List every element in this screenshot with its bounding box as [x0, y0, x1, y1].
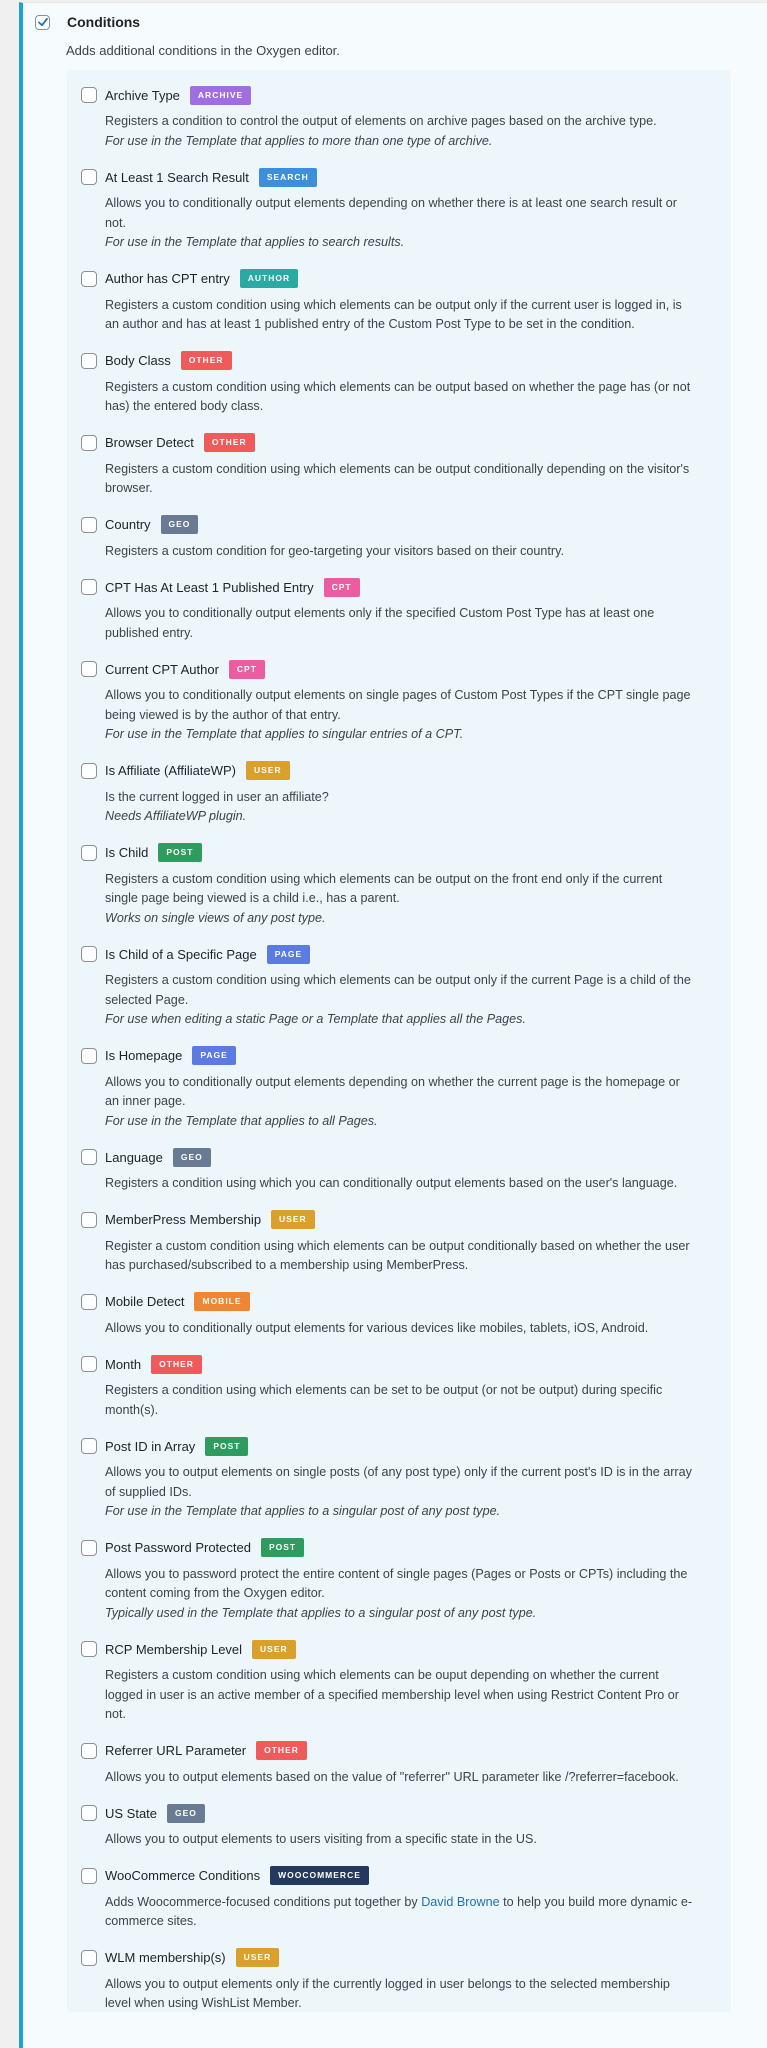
- category-badge: CPT: [324, 578, 360, 597]
- condition-row: [81, 1291, 717, 1313]
- description-text: Allows you to conditionally output elements only if the specified Custom Post Type has at least one published entry.: [105, 606, 655, 640]
- condition-checkbox[interactable]: [81, 1294, 97, 1310]
- category-badge: SEARCH: [259, 168, 317, 187]
- condition-checkbox[interactable]: [81, 1356, 97, 1372]
- description-note: For use in the Template that applies to singular entries of a CPT.: [105, 727, 464, 741]
- condition-checkbox[interactable]: [81, 169, 97, 185]
- condition-checkbox[interactable]: [81, 87, 97, 103]
- category-badge: POST: [261, 1538, 304, 1557]
- category-badge: MOBILE: [194, 1292, 249, 1311]
- condition-row: [81, 658, 717, 680]
- category-badge: CPT: [229, 660, 265, 679]
- condition-item: [81, 576, 717, 643]
- condition-item: [81, 1291, 717, 1339]
- description-text: Allows you to conditionally output elements depending on whether there is at least one search result or not.: [105, 196, 677, 230]
- condition-item: [81, 514, 717, 562]
- category-badge: ARCHIVE: [190, 86, 251, 105]
- condition-row: [81, 576, 717, 598]
- condition-row: [81, 166, 717, 188]
- condition-title: Current CPT Author: [105, 661, 219, 677]
- condition-description: [105, 1073, 717, 1132]
- category-badge: USER: [252, 1640, 296, 1659]
- condition-item: [81, 1865, 717, 1932]
- condition-checkbox[interactable]: [81, 1212, 97, 1228]
- category-badge: WOOCOMMERCE: [270, 1866, 369, 1885]
- condition-checkbox[interactable]: [81, 353, 97, 369]
- condition-checkbox[interactable]: [81, 1868, 97, 1884]
- condition-description: [105, 1893, 717, 1932]
- condition-title: RCP Membership Level: [105, 1641, 243, 1657]
- description-text: Registers a condition using which elements can be set to be output (or not be output) during specific month(s).: [105, 1383, 663, 1417]
- category-badge: GEO: [161, 515, 199, 534]
- condition-row: [81, 350, 717, 372]
- description-text: Registers a custom condition using which elements can be output on the front end only if the current single page being viewed is a child i.e., has a parent.: [105, 871, 663, 905]
- condition-title: Mobile Detect: [105, 1294, 185, 1309]
- module-header: [35, 14, 140, 30]
- category-badge: OTHER: [256, 1741, 307, 1760]
- description-text: Allows you to password protect the entire content of single pages (Pages or Posts or CPTs) including the content coming from the Oxygen editor.: [105, 1566, 688, 1600]
- condition-checkbox[interactable]: [81, 1048, 97, 1064]
- condition-title: WooCommerce Conditions: [105, 1868, 261, 1883]
- condition-item: [81, 1537, 717, 1624]
- condition-checkbox[interactable]: [81, 1540, 97, 1556]
- condition-row: [81, 760, 717, 782]
- condition-checkbox[interactable]: [81, 435, 97, 451]
- category-badge: GEO: [167, 1804, 205, 1823]
- condition-description: [105, 542, 717, 562]
- description-text: Registers a custom condition using which elements can be output based on whether the page has (or not has) the entered body class.: [105, 379, 691, 413]
- condition-row: [81, 1802, 717, 1824]
- description-text-before: Adds Woocommerce-focused conditions put together by: [105, 1894, 422, 1909]
- condition-row: [81, 268, 717, 290]
- condition-checkbox[interactable]: [81, 946, 97, 962]
- category-badge: PAGE: [267, 945, 310, 964]
- condition-description: [105, 1565, 717, 1624]
- condition-description: [105, 1830, 717, 1850]
- description-note: For use in the Template that applies to more than one type of archive.: [105, 133, 493, 148]
- condition-item: [81, 1435, 717, 1522]
- condition-title: US State: [105, 1805, 158, 1821]
- description-note: Needs AffiliateWP plugin.: [105, 809, 247, 823]
- description-text: Is the current logged in user an affiliate?: [105, 789, 329, 804]
- condition-checkbox[interactable]: [81, 517, 97, 533]
- condition-item: [81, 760, 717, 827]
- module-title: Conditions: [67, 14, 141, 30]
- condition-title: MemberPress Membership: [105, 1212, 262, 1227]
- condition-row: [81, 1146, 717, 1168]
- condition-row: [81, 1537, 717, 1559]
- conditions-list: [67, 70, 731, 2012]
- condition-description: [105, 1666, 717, 1725]
- condition-checkbox[interactable]: [81, 1950, 97, 1966]
- checkmark-icon: [37, 16, 49, 28]
- condition-title: Browser Detect: [105, 435, 194, 450]
- condition-row: [81, 1947, 717, 1969]
- description-text: Registers a condition using which you can conditionally output elements based on the user's language.: [105, 1176, 678, 1190]
- description-text: Registers a custom condition using which elements can be output only if the current user is logged in, is an author and has at least 1 published entry of the Custom Post Type to be set in the condition.: [105, 297, 682, 331]
- condition-description: [105, 971, 717, 1030]
- condition-title: Country: [105, 517, 151, 532]
- condition-item: [81, 1638, 717, 1725]
- condition-row: [81, 1209, 717, 1231]
- condition-description: [105, 1463, 717, 1522]
- condition-title: Post ID in Array: [105, 1438, 196, 1454]
- description-text: Register a custom condition using which elements can be output conditionally based on whether the user has purchased/subscribed to a membership using MemberPress.: [105, 1238, 690, 1272]
- condition-description: [105, 378, 717, 417]
- condition-row: [81, 1740, 717, 1762]
- condition-description: [105, 296, 717, 335]
- condition-item: [81, 432, 717, 499]
- category-badge: AUTHOR: [240, 269, 298, 288]
- condition-item: [81, 84, 717, 151]
- description-text: Allows you to conditionally output elements depending on whether the current page is the homepage or an inner page.: [105, 1074, 680, 1108]
- condition-description: [105, 604, 717, 643]
- description-note: For use when editing a static Page or a Template that applies all the Pages.: [105, 1012, 526, 1026]
- description-text: [105, 1893, 697, 1932]
- condition-checkbox[interactable]: [81, 1438, 97, 1454]
- condition-title: Is Child: [105, 845, 149, 860]
- condition-row: [81, 432, 717, 454]
- description-text: Allows you to conditionally output elements for various devices like mobiles, tablets, iOS, Android.: [105, 1320, 649, 1335]
- condition-row: [81, 84, 717, 106]
- condition-description: [105, 1319, 717, 1339]
- description-text: Allows you to output elements to users visiting from a specific state in the US.: [105, 1832, 537, 1846]
- condition-description: [105, 112, 717, 151]
- module-description: Adds additional conditions in the Oxygen editor.: [66, 43, 340, 58]
- description-text: Allows you to output elements based on the value of "referrer" URL parameter like /?referrer=facebook.: [105, 1769, 679, 1784]
- category-badge: OTHER: [181, 351, 232, 370]
- condition-item: [81, 1353, 717, 1420]
- condition-item: [81, 1947, 717, 2014]
- condition-description: [105, 1975, 717, 2014]
- condition-title: Body Class: [105, 353, 171, 368]
- module-enable-checkbox[interactable]: [35, 15, 50, 30]
- condition-checkbox[interactable]: [81, 579, 97, 595]
- condition-checkbox[interactable]: [81, 763, 97, 779]
- condition-description: [105, 870, 717, 929]
- condition-title: Month: [105, 1356, 142, 1372]
- condition-title: Referrer URL Parameter: [105, 1743, 247, 1758]
- description-note: For use in the Template that applies to a singular post of any post type.: [105, 1504, 501, 1518]
- condition-description: [105, 460, 717, 499]
- category-badge: POST: [158, 843, 201, 862]
- condition-row: [81, 842, 717, 864]
- condition-checkbox[interactable]: [81, 1149, 97, 1165]
- category-badge: OTHER: [204, 433, 255, 452]
- condition-title: Is Affiliate (AffiliateWP): [105, 763, 237, 778]
- category-badge: USER: [271, 1210, 315, 1229]
- description-text: Registers a custom condition for geo-targeting your visitors based on their country.: [105, 543, 564, 558]
- author-link[interactable]: David Browne: [421, 1894, 500, 1909]
- condition-title: Is Homepage: [105, 1048, 183, 1063]
- description-note: For use in the Template that applies to all Pages.: [105, 1113, 378, 1128]
- description-text: Registers a custom condition using which elements can be output conditionally depending on the visitor's browser.: [105, 461, 690, 495]
- description-text: Registers a custom condition using which elements can be ouput depending on whether the current logged in user is an active member of a specified membership level when using Restrict Content Pro or not.: [105, 1668, 679, 1721]
- condition-item: [81, 1209, 717, 1276]
- condition-row: [81, 1045, 717, 1067]
- category-badge: USER: [246, 761, 290, 780]
- description-text: Allows you to conditionally output elements on single pages of Custom Post Types if the CPT single page being viewed is by the author of that entry.: [105, 688, 691, 722]
- condition-checkbox[interactable]: [81, 661, 97, 677]
- condition-title: WLM membership(s): [105, 1950, 226, 1965]
- condition-item: [81, 658, 717, 745]
- condition-item: [81, 1146, 717, 1194]
- category-badge: USER: [236, 1948, 280, 1967]
- condition-row: [81, 1353, 717, 1375]
- condition-description: [105, 1768, 717, 1788]
- condition-item: [81, 943, 717, 1030]
- category-badge: OTHER: [151, 1355, 202, 1374]
- condition-title: Language: [105, 1149, 163, 1165]
- condition-checkbox[interactable]: [81, 1805, 97, 1821]
- condition-item: [81, 166, 717, 253]
- description-note: For use in the Template that applies to search results.: [105, 235, 405, 249]
- description-text: Allows you to output elements only if the currently logged in user belongs to the selected membership level when using WishList Member.: [105, 1976, 670, 2010]
- condition-checkbox[interactable]: [81, 1641, 97, 1657]
- condition-title: At Least 1 Search Result: [105, 169, 249, 185]
- condition-item: [81, 1740, 717, 1788]
- description-note: Works on single views of any post type.: [105, 910, 326, 925]
- condition-item: [81, 350, 717, 417]
- condition-title: Is Child of a Specific Page: [105, 946, 257, 962]
- description-text: Allows you to output elements on single posts (of any post type) only if the current post's ID is in the array of supplied IDs.: [105, 1465, 692, 1499]
- condition-item: [81, 842, 717, 929]
- condition-title: CPT Has At Least 1 Published Entry: [105, 579, 314, 595]
- condition-item: [81, 268, 717, 335]
- condition-description: [105, 788, 717, 827]
- category-badge: POST: [205, 1437, 248, 1456]
- condition-description: [105, 194, 717, 253]
- description-text: Registers a custom condition using which elements can be output only if the current Page is a child of the selected Page.: [105, 973, 691, 1007]
- condition-checkbox[interactable]: [81, 271, 97, 287]
- description-note: Typically used in the Template that applies to a singular post of any post type.: [105, 1605, 537, 1620]
- condition-row: [81, 1435, 717, 1457]
- condition-item: [81, 1045, 717, 1132]
- condition-description: [105, 1237, 717, 1276]
- condition-description: [105, 1381, 717, 1420]
- category-badge: GEO: [173, 1148, 211, 1167]
- condition-title: Author has CPT entry: [105, 271, 230, 286]
- condition-checkbox[interactable]: [81, 1743, 97, 1759]
- condition-title: Post Password Protected: [105, 1540, 251, 1555]
- condition-checkbox[interactable]: [81, 845, 97, 861]
- description-text-after: to help you build more dynamic e-commerce sites.: [105, 1894, 693, 1928]
- description-text: Registers a condition to control the output of elements on archive pages based on the archive type.: [105, 114, 657, 128]
- condition-row: [81, 943, 717, 965]
- category-badge: PAGE: [192, 1046, 235, 1065]
- conditions-module-panel: [19, 2, 767, 2048]
- condition-row: [81, 1638, 717, 1660]
- condition-row: [81, 514, 717, 536]
- condition-description: [105, 686, 717, 745]
- condition-title: Archive Type: [105, 87, 180, 103]
- condition-row: [81, 1865, 717, 1887]
- condition-description: [105, 1174, 717, 1194]
- condition-item: [81, 1802, 717, 1850]
